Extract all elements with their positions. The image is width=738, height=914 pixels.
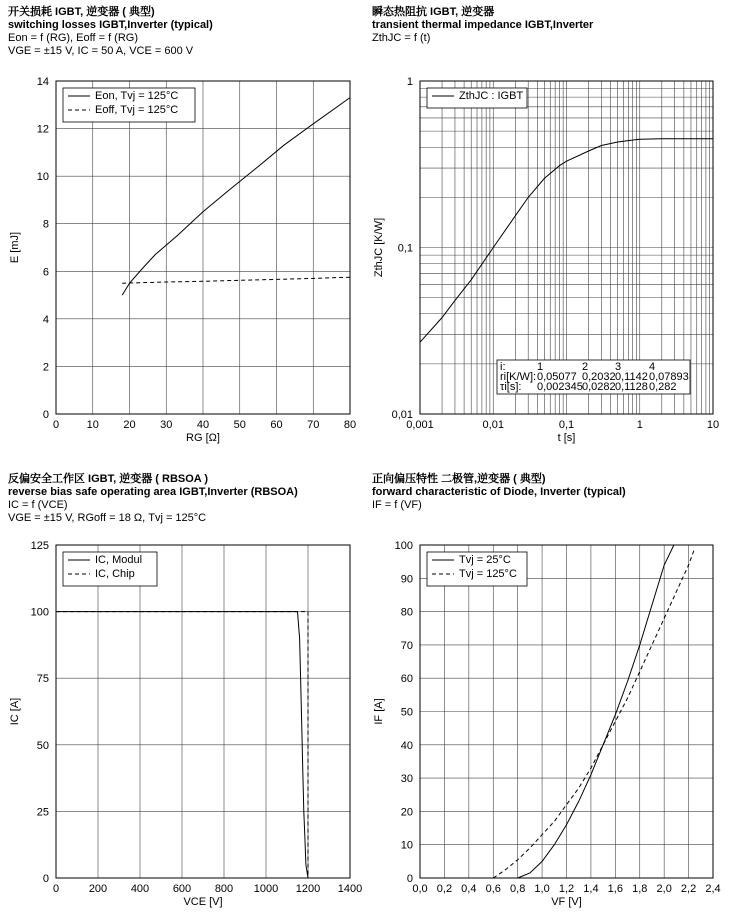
- table-cell: 4: [649, 361, 656, 373]
- y-tick-label: 100: [394, 540, 413, 552]
- y-tick-label: 12: [36, 123, 49, 136]
- x-tick-label: 1,8: [632, 883, 648, 895]
- y-tick-label: 20: [400, 806, 413, 819]
- x-tick-label: 0,4: [461, 883, 477, 895]
- x-tick-label: 1400: [337, 883, 363, 895]
- x-tick-label: 2,4: [705, 883, 721, 895]
- y-tick-label: 40: [400, 739, 413, 752]
- title-cn: 反偏安全工作区 IGBT, 逆变器 ( RBSOA ): [8, 473, 209, 485]
- legend-label: IC, Chip: [95, 568, 135, 580]
- y-tick-label: 0: [42, 873, 49, 885]
- table-cell: 0,1142: [615, 371, 648, 383]
- y-axis-label: E [mJ]: [9, 231, 21, 264]
- grid: [56, 81, 350, 414]
- title-cn: 瞬态热阻抗 IGBT, 逆变器: [372, 6, 495, 18]
- y-tick-label: 0: [406, 873, 413, 885]
- table-cell: 0,0282: [582, 381, 616, 393]
- y-tick-label: 14: [36, 76, 49, 88]
- y-tick-label: 2: [42, 361, 49, 374]
- title-en: reverse bias safe operating area IGBT,Inverter (RBSOA): [8, 486, 298, 498]
- x-axis-label: t [s]: [557, 432, 576, 444]
- conditions: VGE = ±15 V, RGoff = 18 Ω, Tvj = 125°C: [8, 512, 207, 524]
- table-cell: i:: [500, 361, 506, 373]
- y-tick-label: 6: [42, 266, 49, 279]
- x-tick-label: 1,6: [607, 883, 623, 895]
- y-tick-label: 0,01: [391, 409, 413, 421]
- x-tick-label: 2,0: [656, 883, 672, 895]
- x-tick-label: 0,0: [412, 883, 428, 895]
- x-tick-label: 1,0: [534, 883, 550, 895]
- y-tick-label: 10: [400, 839, 413, 852]
- table-cell: τi[s]:: [500, 381, 522, 393]
- x-tick-label: 600: [172, 883, 192, 895]
- table-cell: 0,07893: [649, 371, 689, 383]
- x-axis-label: RG [Ω]: [186, 432, 220, 444]
- y-tick-label: 60: [400, 673, 413, 686]
- chart-zth: [373, 76, 719, 444]
- table-cell: 2: [582, 361, 589, 373]
- title-en: switching losses IGBT,Inverter (typical): [8, 19, 213, 31]
- series-line-0: [122, 98, 350, 296]
- x-tick-label: 0: [52, 883, 60, 895]
- x-tick-label: 200: [88, 883, 108, 895]
- table-cell: 0,1128: [615, 381, 648, 393]
- x-tick-label: 1000: [253, 883, 279, 895]
- legend-label: ZthJC : IGBT: [459, 90, 524, 102]
- x-tick-label: 1: [636, 419, 643, 431]
- legend-label: Tvj = 25°C: [459, 554, 511, 566]
- y-tick-label: 90: [400, 573, 413, 586]
- x-tick-label: 0,8: [510, 883, 526, 895]
- formula: ZthJC = f (t): [372, 32, 431, 44]
- x-axis-label: VCE [V]: [183, 896, 223, 908]
- title-cn: 正向偏压特性 二极管,逆变器 ( 典型): [372, 473, 546, 485]
- y-tick-label: 25: [36, 806, 49, 819]
- x-tick-label: 1,4: [583, 883, 599, 895]
- conditions: VGE = ±15 V, IC = 50 A, VCE = 600 V: [8, 45, 194, 57]
- x-tick-label: 400: [130, 883, 150, 895]
- x-tick-label: 0: [52, 419, 60, 431]
- rth-table: [497, 360, 690, 394]
- x-tick-label: 30: [160, 419, 173, 431]
- table-cell: 0,05077: [537, 371, 577, 383]
- chart-rbsoa: [9, 540, 362, 908]
- legend-label: IC, Modul: [95, 554, 143, 566]
- x-tick-label: 800: [214, 883, 234, 895]
- x-tick-label: 10: [706, 419, 720, 431]
- x-tick-label: 40: [196, 419, 210, 431]
- y-tick-label: 80: [400, 606, 413, 619]
- title-en: transient thermal impedance IGBT,Inverter: [372, 19, 594, 31]
- legend-label: Tvj = 125°C: [459, 568, 517, 580]
- x-tick-label: 20: [123, 419, 136, 431]
- series-line-1: [122, 277, 350, 283]
- table-cell: 3: [615, 361, 622, 373]
- formula: Eon = f (RG), Eoff = f (RG): [8, 32, 139, 44]
- table-cell: ri[K/W]:: [500, 371, 537, 383]
- legend-label: Eon, Tvj = 125°C: [95, 90, 179, 102]
- table-cell: 0,282: [649, 381, 677, 393]
- y-tick-label: 50: [400, 706, 413, 719]
- y-tick-label: 8: [42, 218, 49, 231]
- y-tick-label: 125: [30, 540, 49, 552]
- chart-fwd: [373, 540, 721, 908]
- chart-sw: [9, 76, 356, 444]
- legend: [427, 88, 527, 108]
- x-tick-label: 0,2: [436, 883, 453, 895]
- y-tick-label: 30: [400, 773, 413, 786]
- formula: IC = f (VCE): [8, 499, 68, 511]
- y-tick-label: 50: [36, 739, 49, 752]
- formula: IF = f (VF): [372, 499, 422, 511]
- x-tick-label: 2,2: [680, 883, 697, 895]
- y-axis-label: IF [A]: [373, 698, 385, 725]
- x-tick-label: 1,2: [558, 883, 575, 895]
- legend-label: Eoff, Tvj = 125°C: [95, 104, 179, 116]
- x-axis-label: VF [V]: [551, 896, 582, 908]
- series-line-1: [493, 548, 694, 878]
- x-tick-label: 0,6: [485, 883, 501, 895]
- x-tick-label: 0,01: [482, 419, 504, 431]
- y-tick-label: 100: [30, 606, 49, 619]
- x-tick-label: 0,1: [558, 419, 575, 431]
- x-tick-label: 70: [307, 419, 320, 431]
- y-tick-label: 75: [36, 673, 49, 686]
- legend: [63, 88, 195, 122]
- x-tick-label: 1200: [295, 883, 321, 895]
- x-tick-label: 60: [270, 419, 283, 431]
- grid: [420, 545, 713, 878]
- y-tick-label: 0,1: [397, 242, 413, 255]
- grid: [56, 545, 350, 878]
- legend: [63, 552, 157, 586]
- title-en: forward characteristic of Diode, Inverter (typical): [372, 486, 626, 498]
- y-axis-label: ZthJC [K/W]: [373, 217, 385, 278]
- y-tick-label: 0: [42, 409, 49, 421]
- y-tick-label: 70: [400, 639, 413, 652]
- x-tick-label: 80: [343, 419, 357, 431]
- table-cell: 0,2032: [582, 371, 616, 383]
- plot-frame: [56, 545, 350, 878]
- table-cell: 1: [537, 361, 544, 373]
- y-tick-label: 1: [406, 76, 413, 88]
- y-tick-label: 10: [36, 171, 49, 184]
- x-tick-label: 50: [233, 419, 246, 431]
- legend: [427, 552, 527, 586]
- x-tick-label: 10: [86, 419, 99, 431]
- table-cell: 0,002345: [537, 381, 583, 393]
- y-axis-label: IC [A]: [9, 697, 21, 726]
- y-tick-label: 4: [42, 313, 49, 326]
- x-tick-label: 0,001: [406, 419, 434, 431]
- title-cn: 开关损耗 IGBT, 逆变器 ( 典型): [8, 6, 155, 18]
